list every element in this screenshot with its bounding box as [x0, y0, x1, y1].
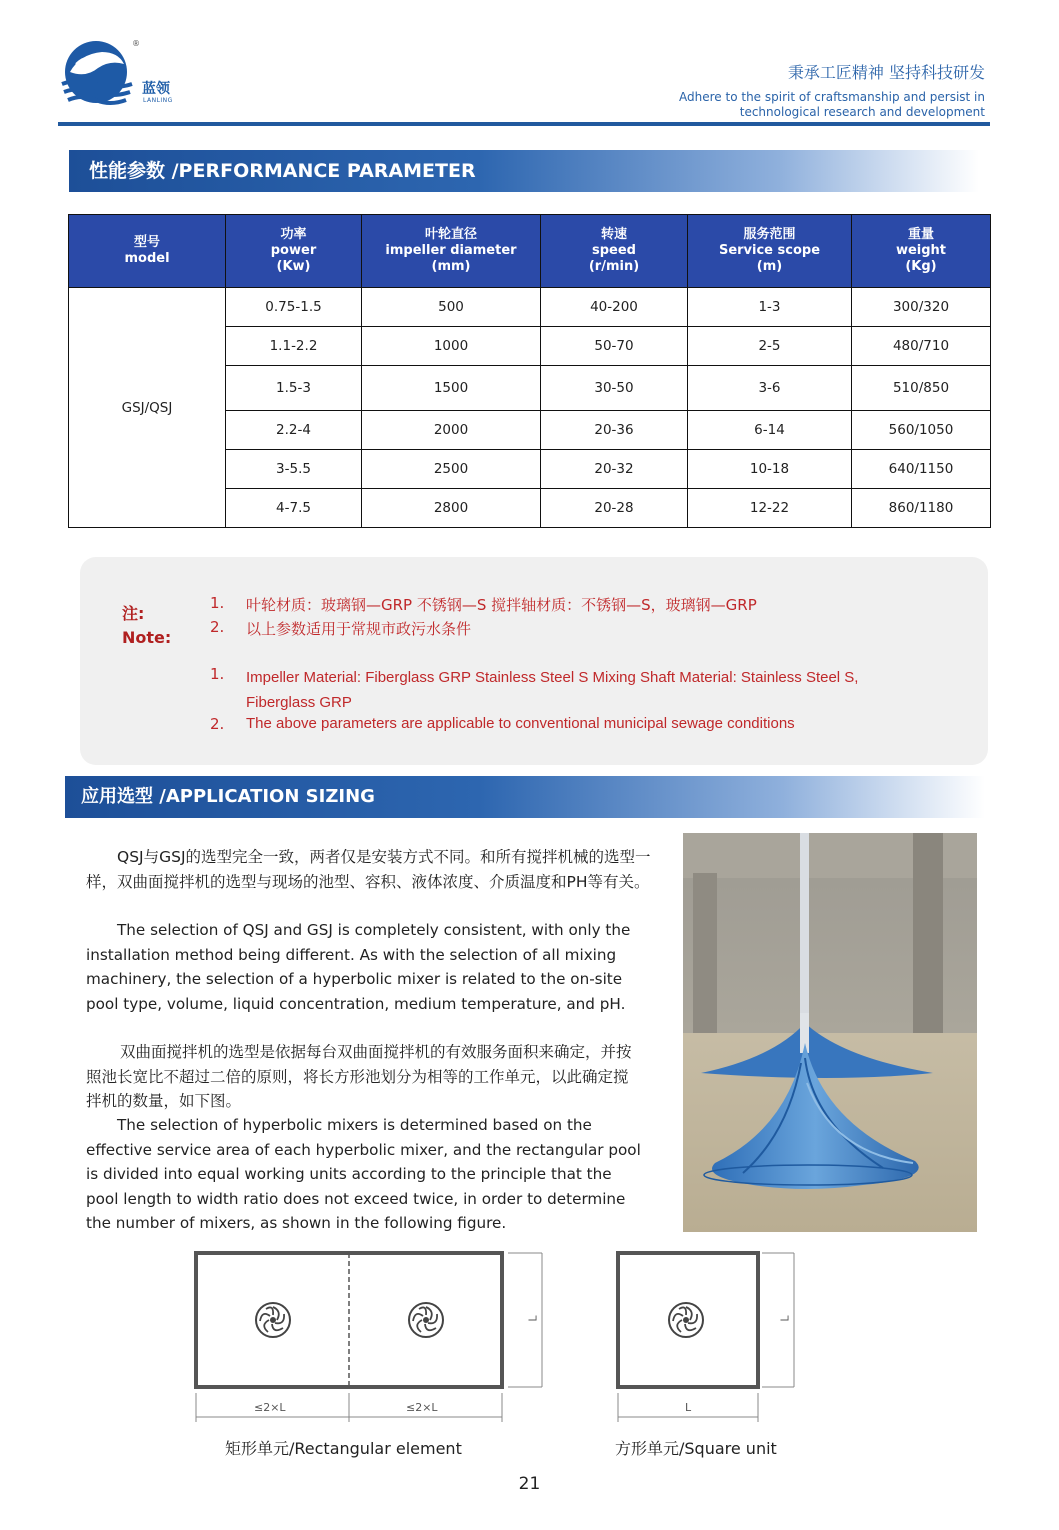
slogan-en: Adhere to the spirit of craftsmanship and persist in technological research and development — [679, 90, 985, 119]
table-cell: 20-36 — [541, 411, 688, 450]
sizing-para2-cn: 双曲面搅拌机的选型是依据每台双曲面搅拌机的有效服务面积来确定，并按照池长宽比不超过二倍的原则，将长方形池划分为相等的工作单元，以此确定搅拌机的数量，如下图。 — [86, 1043, 632, 1110]
table-cell: 860/1180 — [852, 489, 991, 528]
table-cell: 2500 — [362, 450, 541, 489]
table-cell: 1-3 — [688, 288, 852, 327]
model-cell: GSJ/QSJ — [69, 288, 226, 528]
note-cn-num-2: 2. — [210, 618, 225, 636]
slogan-cn: 秉承工匠精神 坚持科技研发 — [787, 63, 985, 82]
table-cell: 2800 — [362, 489, 541, 528]
table-cell: 0.75-1.5 — [226, 288, 362, 327]
table-cell: 20-28 — [541, 489, 688, 528]
table-cell: 30-50 — [541, 366, 688, 411]
table-cell: 1500 — [362, 366, 541, 411]
col-header-model: 型号 model — [69, 215, 226, 288]
table-cell: 2.2-4 — [226, 411, 362, 450]
note-en-item-2: The above parameters are applicable to conventional municipal sewage conditions — [246, 715, 795, 732]
table-cell: 560/1050 — [852, 411, 991, 450]
performance-table — [68, 214, 991, 528]
square-unit-diagram — [612, 1250, 802, 1428]
mixer-photo — [683, 833, 977, 1232]
registered-mark: ® — [132, 39, 140, 48]
sizing-para1-en: The selection of QSJ and GSJ is completely consistent, with only the installation method being different. As with the selection of all mixing machinery, the selection of a hyperbolic mixer is related to the on-site pool type, volume, liquid concentration, medium temperature, and pH. — [86, 921, 631, 1013]
header-divider — [58, 122, 990, 126]
table-cell: 1.5-3 — [226, 366, 362, 411]
rect-caption: 矩形单元/Rectangular element — [225, 1439, 462, 1458]
dim-label-width-1: ≤2×L — [254, 1401, 286, 1414]
performance-section-title: 性能参数 /PERFORMANCE PARAMETER — [69, 150, 979, 192]
table-cell: 500 — [362, 288, 541, 327]
sizing-para2-en: The selection of hyperbolic mixers is determined based on the effective service area of each hyperbolic mixer, and the rectangular pool is divided into equal working units according to the principle that the pool length to width ratio does not exceed twice, in order to determine the number of mixers, as shown in the following figure. — [86, 1116, 641, 1232]
table-cell: 6-14 — [688, 411, 852, 450]
table-cell: 510/850 — [852, 366, 991, 411]
table-cell: 20-32 — [541, 450, 688, 489]
page-number: 21 — [518, 1474, 541, 1494]
table-cell: 3-6 — [688, 366, 852, 411]
col-header-power: 功率 power (Kw) — [226, 215, 362, 288]
dim-label-height: L — [778, 1315, 792, 1322]
note-en-item-1: Impeller Material: Fiberglass GRP Stainless Steel S Mixing Shaft Material: Stainless Steel S, Fiberglass GRP — [246, 669, 859, 711]
table-cell: 640/1150 — [852, 450, 991, 489]
dim-label-height: L — [526, 1315, 540, 1322]
note-cn-item-1: 叶轮材质：玻璃钢—GRP 不锈钢—S 搅拌轴材质：不锈钢—S，玻璃钢—GRP — [246, 596, 757, 614]
table-cell: 1000 — [362, 327, 541, 366]
table-cell: 10-18 — [688, 450, 852, 489]
table-cell: 12-22 — [688, 489, 852, 528]
table-cell: 4-7.5 — [226, 489, 362, 528]
col-header-impeller: 叶轮直径 impeller diameter (mm) — [362, 215, 541, 288]
brand-name-en: LANLING — [143, 97, 173, 104]
table-cell: 1.1-2.2 — [226, 327, 362, 366]
table-cell: 2-5 — [688, 327, 852, 366]
col-header-weight: 重量 weight (Kg) — [852, 215, 991, 288]
table-cell: 40-200 — [541, 288, 688, 327]
sizing-para1-cn: QSJ与GSJ的选型完全一致，两者仅是安装方式不同。和所有搅拌机械的选型一样，双曲面搅拌机的选型与现场的池型、容积、液体浓度、介质温度和PH等有关。 — [86, 848, 651, 891]
table-cell: 3-5.5 — [226, 450, 362, 489]
table-cell: 2000 — [362, 411, 541, 450]
col-header-speed: 转速 speed (r/min) — [541, 215, 688, 288]
company-logo — [58, 38, 136, 110]
table-cell: 480/710 — [852, 327, 991, 366]
rectangular-element-diagram — [190, 1250, 550, 1428]
note-box — [80, 557, 988, 765]
note-cn-num-1: 1. — [210, 594, 225, 612]
table-row — [69, 288, 991, 327]
brand-name-cn: 蓝领 — [142, 81, 170, 97]
col-header-service: 服务范围 Service scope (m) — [688, 215, 852, 288]
dim-label-width-2: ≤2×L — [406, 1401, 438, 1414]
table-cell: 300/320 — [852, 288, 991, 327]
note-label: 注: Note: — [122, 604, 172, 647]
note-en-num-1: 1. — [210, 665, 225, 683]
table-cell: 50-70 — [541, 327, 688, 366]
note-en-num-2: 2. — [210, 715, 225, 733]
dim-label-width: L — [685, 1401, 692, 1414]
sizing-section-title: 应用选型 /APPLICATION SIZING — [65, 776, 985, 818]
square-caption: 方形单元/Square unit — [615, 1439, 777, 1458]
table-header-row — [69, 215, 991, 288]
note-cn-item-2: 以上参数适用于常规市政污水条件 — [246, 620, 472, 638]
